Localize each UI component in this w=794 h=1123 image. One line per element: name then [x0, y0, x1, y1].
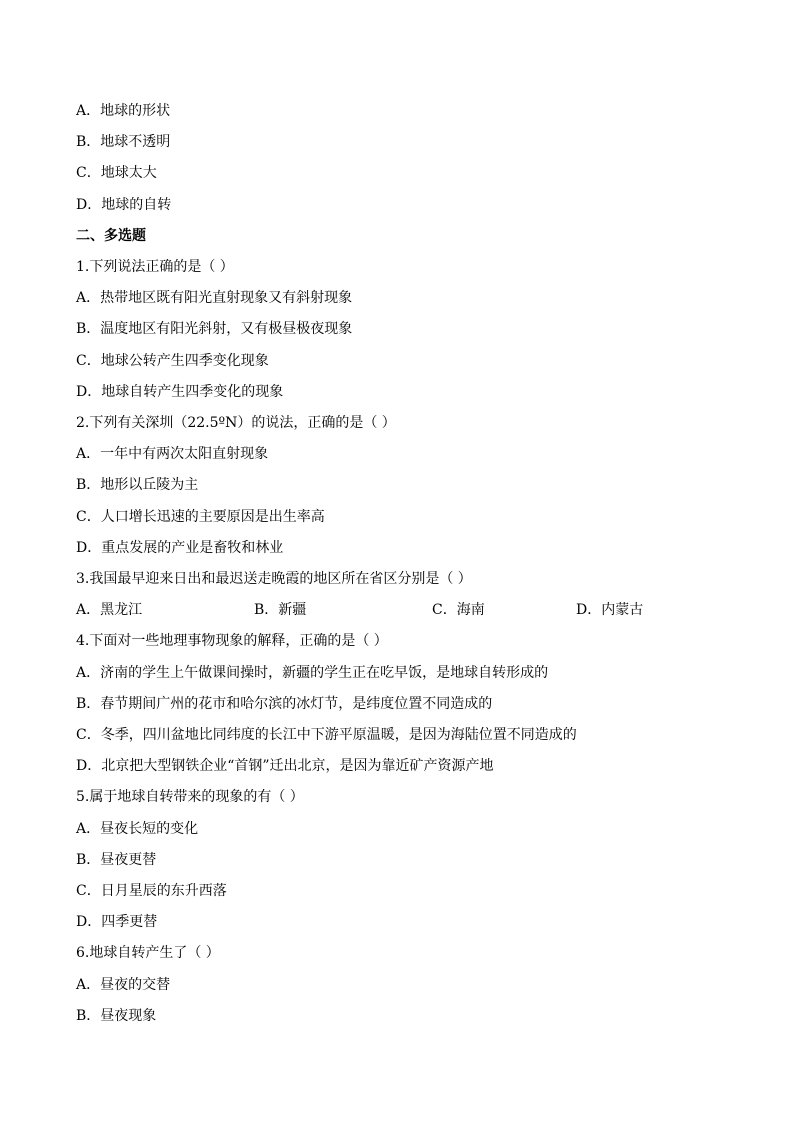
question-1-option-a: A．热带地区既有阳光直射现象又有斜射现象: [76, 290, 353, 306]
question-1-stem: 1.下列说法正确的是（ ）: [76, 259, 234, 275]
question-3-options-row: [76, 601, 716, 619]
question-3-option-c: C．海南: [432, 602, 485, 618]
question-4-option-d: D．北京把大型钢铁企业“首钢”迁出北京，是因为靠近矿产资源产地: [76, 758, 494, 774]
question-3-option-a: A．黑龙江: [76, 602, 143, 618]
question-4-option-c: C．冬季，四川盆地比同纬度的长江中下游平原温暖，是因为海陆位置不同造成的: [76, 727, 577, 743]
question-5-option-a: A．昼夜长短的变化: [76, 821, 199, 837]
option-c: C．地球太大: [76, 165, 157, 181]
question-5-stem: 5.属于地球自转带来的现象的有（ ）: [76, 789, 304, 805]
question-5-option-b: B．昼夜更替: [76, 852, 157, 868]
question-6-option-b: B．昼夜现象: [76, 1008, 157, 1024]
question-3-option-b: B．新疆: [254, 602, 307, 618]
question-6-option-a: A．昼夜的交替: [76, 977, 171, 993]
question-2-option-c: C．人口增长迅速的主要原因是出生率高: [76, 509, 325, 525]
option-d: D．地球的自转: [76, 197, 172, 213]
question-4-option-b: B．春节期间广州的花市和哈尔滨的冰灯节，是纬度位置不同造成的: [76, 696, 493, 712]
section-title: 二、多选题: [76, 228, 146, 244]
question-2-option-d: D．重点发展的产业是畜牧和林业: [76, 540, 284, 556]
question-4-option-a: A．济南的学生上午做课间操时，新疆的学生正在吃早饭，是地球自转形成的: [76, 665, 549, 681]
option-a: A．地球的形状: [76, 103, 171, 119]
question-5-option-c: C．日月星辰的东升西落: [76, 883, 227, 899]
option-b: B．地球不透明: [76, 134, 171, 150]
question-2-option-a: A．一年中有两次太阳直射现象: [76, 446, 269, 462]
question-1-option-b: B．温度地区有阳光斜射，又有极昼极夜现象: [76, 321, 353, 337]
question-3-stem: 3.我国最早迎来日出和最迟送走晚霞的地区所在省区分别是（ ）: [76, 571, 472, 587]
question-4-stem: 4.下面对一些地理事物现象的解释，正确的是（ ）: [76, 633, 388, 649]
question-5-option-d: D．四季更替: [76, 914, 158, 930]
question-2-option-b: B．地形以丘陵为主: [76, 477, 199, 493]
question-2-stem: 2.下列有关深圳（22.5ºN）的说法，正确的是（ ）: [76, 415, 396, 431]
question-1-option-d: D．地球自转产生四季变化的现象: [76, 384, 284, 400]
question-3-option-d: D．内蒙古: [576, 602, 644, 618]
question-6-stem: 6.地球自转产生了（ ）: [76, 945, 220, 961]
question-1-option-c: C．地球公转产生四季变化现象: [76, 353, 269, 369]
